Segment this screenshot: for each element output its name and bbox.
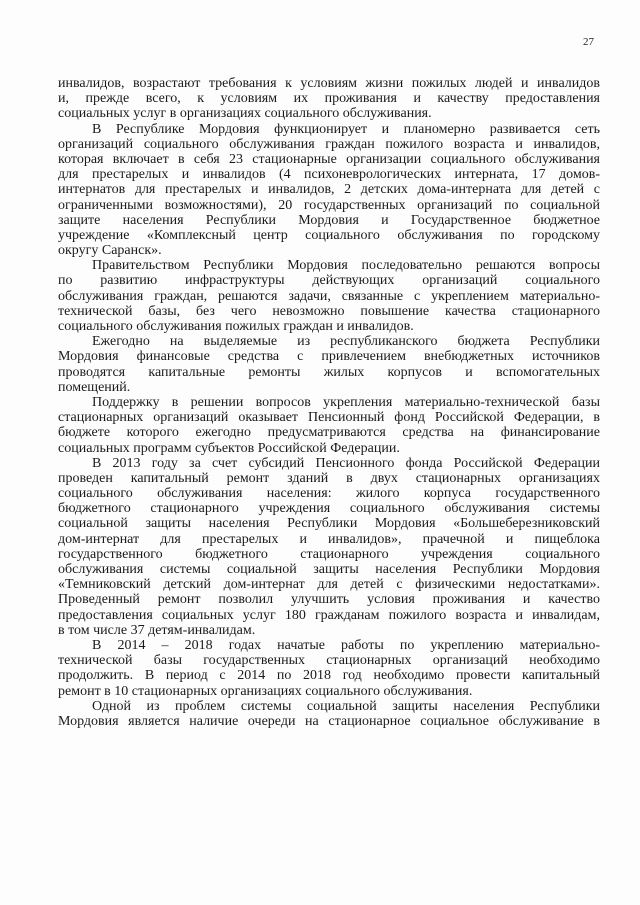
text-line: Одной из проблем системы социальной защиты населения Республики bbox=[92, 698, 600, 714]
text-line: социальных услуг в организациях социального обслуживания. bbox=[58, 106, 432, 122]
text-line: технической базы, без чего невозможно повышение качества стационарного bbox=[58, 303, 600, 319]
paragraph bbox=[58, 699, 600, 729]
paragraph bbox=[58, 456, 600, 638]
text-line: по развитию инфраструктуры действующих организаций социального bbox=[58, 273, 600, 289]
paragraph bbox=[58, 638, 600, 699]
text-line: технической базы государственных стационарных организаций необходимо bbox=[58, 653, 600, 669]
text-line: социального обслуживания населения: жилого корпуса государственного bbox=[58, 486, 600, 502]
text-line: инвалидов, возрастают требования к условиям жизни пожилых людей и инвалидов bbox=[58, 76, 600, 91]
text-line: В 2013 году за счет субсидий Пенсионного фонда Российской Федерации bbox=[92, 455, 600, 471]
page-number: 27 bbox=[583, 36, 594, 48]
paragraph bbox=[58, 258, 600, 334]
text-line: округу Саранск». bbox=[58, 243, 162, 259]
text-line: интернатов для престарелых и инвалидов, 2 детских дома-интерната для детей с bbox=[58, 182, 600, 198]
text-line: Мордовия финансовые средства с привлечением внебюджетных источников bbox=[58, 349, 600, 365]
text-line: дом-интернат для престарелых и инвалидов», прачечной и пищеблока bbox=[58, 531, 600, 547]
text-line: продолжить. В период с 2014 по 2018 год необходимо провести капитальный bbox=[58, 668, 600, 684]
paragraph bbox=[58, 122, 600, 259]
text-line: В 2014 – 2018 годах начатые работы по укреплению материально- bbox=[92, 637, 600, 653]
text-line: в том числе 37 детям-инвалидам. bbox=[58, 622, 256, 638]
text-line: В Республике Мордовия функционирует и планомерно развивается сеть bbox=[92, 121, 600, 137]
text-line: обслуживания граждан, решаются задачи, связанные с укреплением материально- bbox=[58, 288, 600, 304]
paragraph bbox=[58, 395, 600, 456]
text-line: Поддержку в решении вопросов укрепления материально-технической базы bbox=[92, 394, 600, 410]
text-line: помещений. bbox=[58, 379, 131, 395]
text-line: организаций социального обслуживания граждан пожилого возраста и инвалидов, bbox=[58, 136, 600, 152]
paragraph bbox=[58, 334, 600, 395]
text-line: для престарелых и инвалидов (4 психоневрологических интерната, 17 домов- bbox=[58, 167, 600, 183]
body-text bbox=[58, 76, 600, 729]
text-line: проводятся капитальные ремонты жилых корпусов и вспомогательных bbox=[58, 364, 600, 380]
text-line: бюджетного стационарного учреждения социального обслуживания системы bbox=[58, 501, 600, 517]
text-line: ограниченными возможностями), 20 государственных организаций по социальной bbox=[58, 197, 600, 213]
text-line: которая включает в себя 23 стационарные организации социального обслуживания bbox=[58, 151, 600, 167]
text-line: социального обслуживания пожилых граждан и инвалидов. bbox=[58, 319, 414, 334]
text-line: и, прежде всего, к условиям их проживания и качеству предоставления bbox=[58, 91, 600, 107]
text-line: Проведенный ремонт позволил улучшить условия проживания и качество bbox=[58, 592, 600, 608]
text-line: стационарных организаций оказывает Пенсионный фонд Российской Федерации, в bbox=[58, 410, 600, 426]
text-line: Ежегодно на выделяемые из республиканского бюджета Республики bbox=[92, 334, 600, 350]
text-line: проведен капитальный ремонт зданий в двух стационарных организациях bbox=[58, 470, 600, 486]
text-line: предоставления социальных услуг 180 гражданам пожилого возраста и инвалидам, bbox=[58, 607, 600, 623]
text-line: Правительством Республики Мордовия последовательно решаются вопросы bbox=[92, 258, 600, 274]
text-line: социальной защиты населения Республики Мордовия «Большеберезниковский bbox=[58, 516, 600, 532]
text-line: учреждение «Комплексный центр социального обслуживания по городскому bbox=[58, 227, 600, 243]
text-line: социальных программ субъектов Российской Федерации. bbox=[58, 440, 400, 456]
text-line: защите населения Республики Мордовия и Государственное бюджетное bbox=[58, 212, 600, 228]
text-line: государственного бюджетного стационарного учреждения социального bbox=[58, 546, 600, 562]
text-line: бюджете которого ежегодно предусматриваются средства на финансирование bbox=[58, 425, 600, 441]
paragraph bbox=[58, 76, 600, 122]
text-line: ремонт в 10 стационарных организациях социального обслуживания. bbox=[58, 683, 473, 699]
text-line: «Темниковский детский дом-интернат для детей с физическими недостатками». bbox=[58, 577, 600, 593]
text-line: Мордовия является наличие очереди на стационарное социальное обслуживание в bbox=[58, 713, 600, 729]
text-line: обслуживания системы социальной защиты населения Республики Мордовия bbox=[58, 562, 600, 577]
